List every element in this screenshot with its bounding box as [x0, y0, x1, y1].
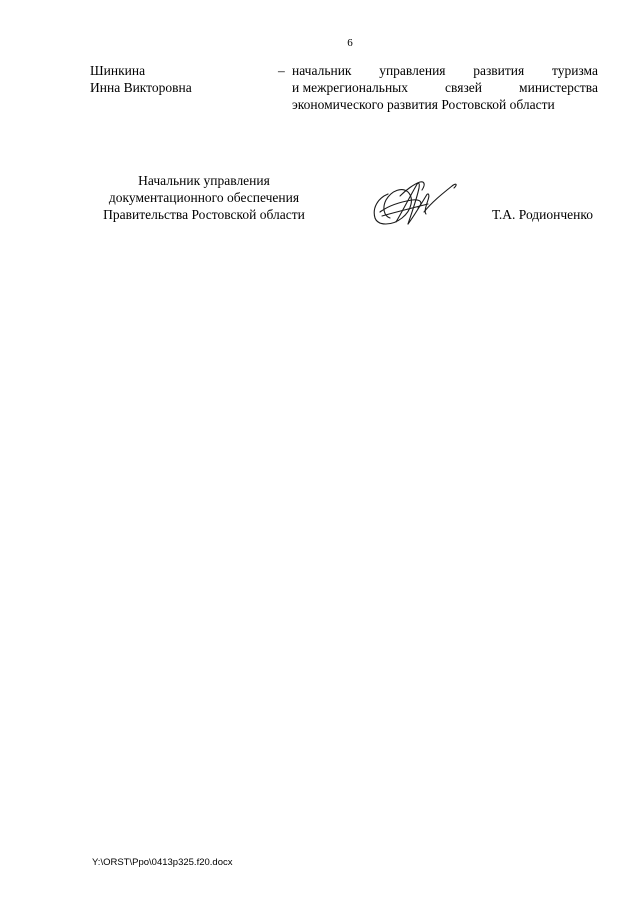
dash-separator: –	[278, 63, 285, 78]
signature-stroke	[374, 190, 411, 224]
position-line-2: документационного обеспечения	[108, 190, 300, 205]
signer-name: Т.А. Родионченко	[492, 207, 593, 222]
position-line-3: Правительства Ростовской области	[103, 207, 305, 222]
person-surname: Шинкина	[90, 63, 146, 78]
person-given-names: Инна Викторовна	[90, 80, 192, 95]
role-line-3: экономического развития Ростовской области	[292, 97, 555, 112]
role-word: развития	[473, 63, 525, 78]
role-word: связей	[445, 80, 482, 95]
role-word: министерства	[519, 80, 598, 95]
signatory-position	[84, 172, 324, 223]
role-word: туризма	[551, 63, 598, 78]
person-entry	[90, 62, 610, 122]
role-line-2	[292, 79, 598, 96]
role-word: и межрегиональных	[292, 80, 408, 95]
person-role	[292, 62, 598, 113]
role-line-1	[292, 62, 598, 79]
role-word: начальник	[292, 63, 352, 78]
handwritten-signature	[362, 172, 470, 236]
position-line-1: Начальник управления	[138, 173, 270, 188]
person-name	[90, 62, 270, 96]
page-number: 6	[347, 37, 353, 49]
role-word: управления	[379, 63, 446, 78]
file-path-footer: Y:\ORST\Ppo\0413p325.f20.docx	[92, 857, 233, 868]
